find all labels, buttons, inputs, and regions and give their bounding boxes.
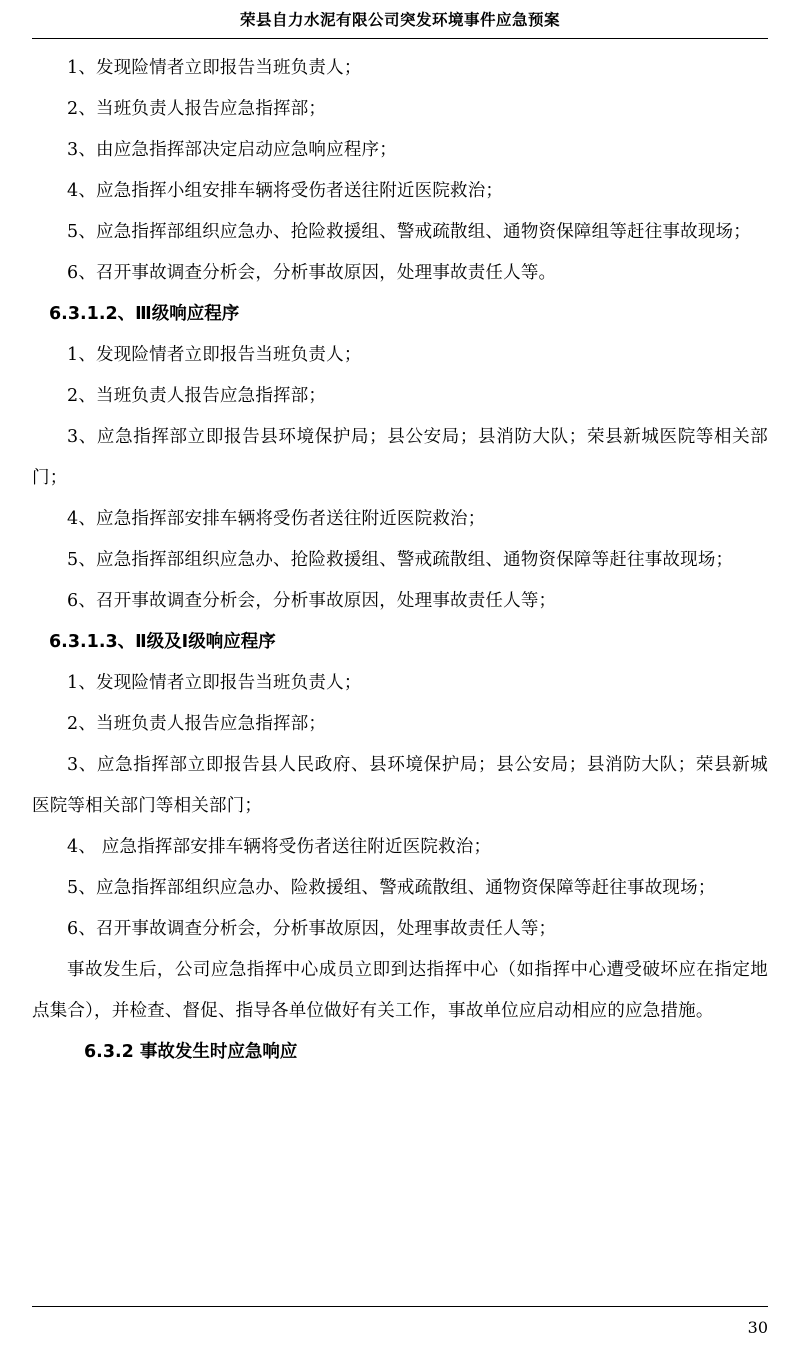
section-heading: 6.3.1.3、Ⅱ级及Ⅰ级响应程序 [49,632,276,652]
header-divider [32,38,768,39]
body-paragraph: 3、应急指挥部立即报告县人民政府、县环境保护局；县公安局；县消防大队；荣县新城医院等相关部门等相关部门； [32,755,768,816]
body-paragraph: 5、应急指挥部组织应急办、抢险救援组、警戒疏散组、通物资保障组等赶往事故现场； [67,222,751,242]
body-paragraph: 4、 应急指挥部安排车辆将受伤者送往附近医院救治； [67,837,492,857]
page-number: 30 [747,1318,768,1337]
footer-divider [32,1306,768,1307]
body-paragraph: 1、发现险情者立即报告当班负责人； [67,58,362,78]
body-paragraph: 3、由应急指挥部决定启动应急响应程序； [67,140,397,160]
body-paragraph: 4、应急指挥部安排车辆将受伤者送往附近医院救治； [67,509,486,529]
section-heading: 6.3.2 事故发生时应急响应 [84,1042,298,1062]
body-paragraph: 2、当班负责人报告应急指挥部； [67,99,327,119]
body-paragraph: 1、发现险情者立即报告当班负责人； [67,673,362,693]
body-paragraph: 6、召开事故调查分析会，分析事故原因，处理事故责任人等； [67,919,557,939]
body-paragraph: 1、发现险情者立即报告当班负责人； [67,345,362,365]
body-paragraph: 4、应急指挥小组安排车辆将受伤者送往附近医院救治； [67,181,504,201]
body-paragraph: 3、应急指挥部立即报告县环境保护局；县公安局；县消防大队；荣县新城医院等相关部门； [32,427,768,488]
body-paragraph: 5、应急指挥部组织应急办、险救援组、警戒疏散组、通物资保障等赶往事故现场； [67,878,716,898]
body-paragraph: 2、当班负责人报告应急指挥部； [67,714,327,734]
body-paragraph: 6、召开事故调查分析会，分析事故原因，处理事故责任人等。 [67,263,557,283]
body-paragraph: 5、应急指挥部组织应急办、抢险救援组、警戒疏散组、通物资保障等赶往事故现场； [67,550,734,570]
document-body [32,48,768,1073]
page-header: 荣县自力水泥有限公司突发环境事件应急预案 [239,11,560,29]
body-paragraph: 6、召开事故调查分析会，分析事故原因，处理事故责任人等； [67,591,557,611]
section-heading: 6.3.1.2、Ⅲ级响应程序 [49,304,240,324]
body-paragraph: 2、当班负责人报告应急指挥部； [67,386,327,406]
body-paragraph: 事故发生后，公司应急指挥中心成员立即到达指挥中心（如指挥中心遭受破坏应在指定地点集合），并检查、督促、指导各单位做好有关工作，事故单位应启动相应的应急措施。 [32,960,768,1021]
